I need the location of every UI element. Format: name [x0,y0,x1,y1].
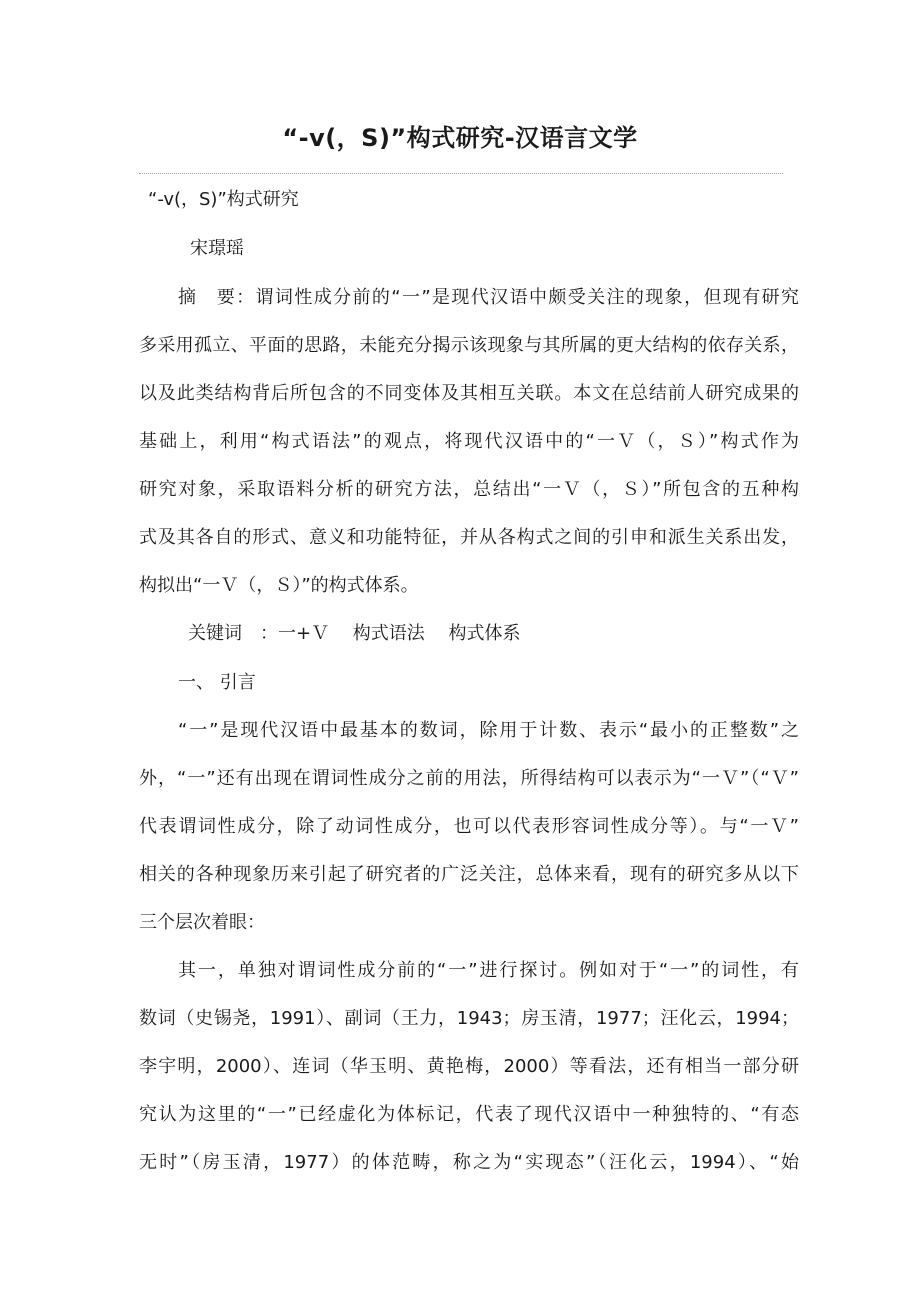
abstract-line: 多采用孤立、平面的思路，未能充分揭示该现象与其所属的更大结构的依存关系， [139,335,799,356]
paragraph-line: 代表谓词性成分，除了动词性成分，也可以代表形容词性成分等）。与“一Ｖ” [139,816,799,837]
paragraph-line: “一”是现代汉语中最基本的数词，除用于计数、表示“最小的正整数”之 [178,720,799,741]
paragraph-line: 数词（史锡尧，1991）、副词（王力，1943；房玉清，1977；汪化云，1994； [139,1008,799,1029]
paragraph-line: 其一，单独对谓词性成分前的“一”进行探讨。例如对于“一”的词性，有 [178,960,799,981]
title-divider [139,173,783,174]
keywords-line: 关键词 ：一+Ｖ 构式语法 构式体系 [188,623,521,644]
abstract-line: 摘 要：谓词性成分前的“一”是现代汉语中颇受关注的现象，但现有研究 [178,287,799,308]
paragraph-line: 无时”（房玉清，1977）的体范畴，称之为“实现态”（汪化云，1994）、“始 [139,1152,799,1173]
abstract-line: 研究对象，采取语料分析的研究方法，总结出“一Ｖ（，Ｓ）”所包含的五种构 [139,479,799,500]
document-title: “-v(，S)”构式研究-汉语言文学 [282,124,638,152]
abstract-line: 式及其各自的形式、意义和功能特征，并从各构式之间的引申和派生关系出发， [139,527,799,548]
abstract-line: 以及此类结构背后所包含的不同变体及其相互关联。本文在总结前人研究成果的 [139,383,799,404]
paragraph-line: 外，“一”还有出现在谓词性成分之前的用法，所得结构可以表示为“一Ｖ”（“Ｖ” [139,768,799,789]
paragraph-line: 究认为这里的“一”已经虚化为体标记，代表了现代汉语中一种独特的、“有态 [139,1104,799,1125]
author-name: 宋璟瑶 [190,238,244,259]
abstract-line: 基础上，利用“构式语法”的观点，将现代汉语中的“一Ｖ（，Ｓ）”构式作为 [139,431,799,452]
paragraph-line: 李宇明，2000）、连词（华玉明、黄艳梅，2000）等看法，还有相当一部分研 [139,1056,799,1077]
section-heading: 一、 引言 [178,672,256,693]
document-subtitle: “-v(，S)”构式研究 [148,189,299,210]
abstract-line: 构拟出“一Ｖ（，Ｓ）”的构式体系。 [139,575,419,596]
paragraph-line: 三个层次着眼： [139,912,265,933]
paragraph-line: 相关的各种现象历来引起了研究者的广泛关注，总体来看，现有的研究多从以下 [139,864,799,885]
